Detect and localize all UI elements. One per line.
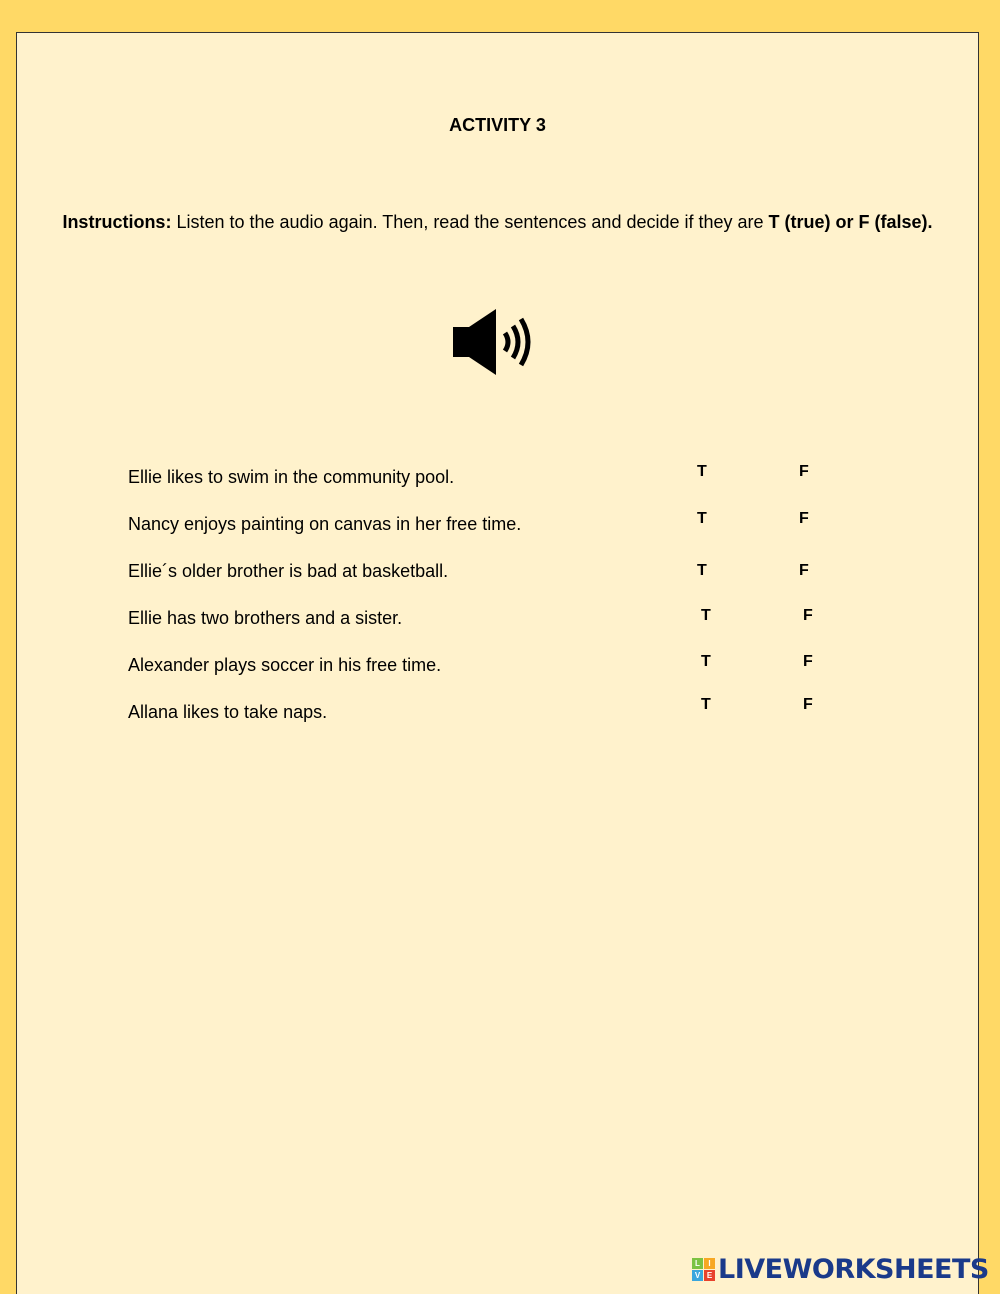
logo-letter-e: E [704, 1270, 715, 1281]
instructions-text: Listen to the audio again. Then, read the sentences and decide if they are [171, 212, 769, 232]
statement-1-false-option[interactable]: F [799, 463, 809, 480]
instructions-label: Instructions: [62, 212, 172, 232]
statement-4-true-option[interactable]: T [701, 607, 711, 624]
instructions-emphasis: T (true) or F (false). [768, 212, 933, 232]
statement-6-true-option[interactable]: T [701, 696, 711, 713]
statement-5: Alexander plays soccer in his free time. [128, 655, 442, 675]
statement-4-false-option[interactable]: F [803, 607, 813, 624]
statement-1: Ellie likes to swim in the community pool. [128, 467, 455, 487]
logo-blocks-icon [692, 1258, 715, 1281]
instructions [55, 205, 940, 239]
statement-4: Ellie has two brothers and a sister. [128, 608, 403, 628]
statement-1-true-option[interactable]: T [697, 463, 707, 480]
logo-text: LIVEWORKSHEETS [718, 1253, 989, 1285]
logo-letter-v: V [692, 1270, 703, 1281]
statement-5-false-option[interactable]: F [803, 653, 813, 670]
statement-2-false-option[interactable]: F [799, 510, 809, 527]
logo-letter-l: L [692, 1258, 703, 1269]
statement-3-false-option[interactable]: F [799, 562, 809, 579]
worksheet-page [16, 32, 979, 1294]
statement-5-true-option[interactable]: T [701, 653, 711, 670]
statement-2: Nancy enjoys painting on canvas in her free time. [128, 514, 522, 534]
statement-6: Allana likes to take naps. [128, 702, 328, 722]
logo-letter-i: I [704, 1258, 715, 1269]
statement-3: Ellie´s older brother is bad at basketball. [128, 561, 449, 581]
statement-6-false-option[interactable]: F [803, 696, 813, 713]
liveworksheets-logo [692, 1254, 989, 1284]
activity-title: ACTIVITY 3 [449, 115, 546, 135]
statement-3-true-option[interactable]: T [697, 562, 707, 579]
statement-2-true-option[interactable]: T [697, 510, 707, 527]
speaker-volume-icon[interactable] [453, 309, 533, 375]
